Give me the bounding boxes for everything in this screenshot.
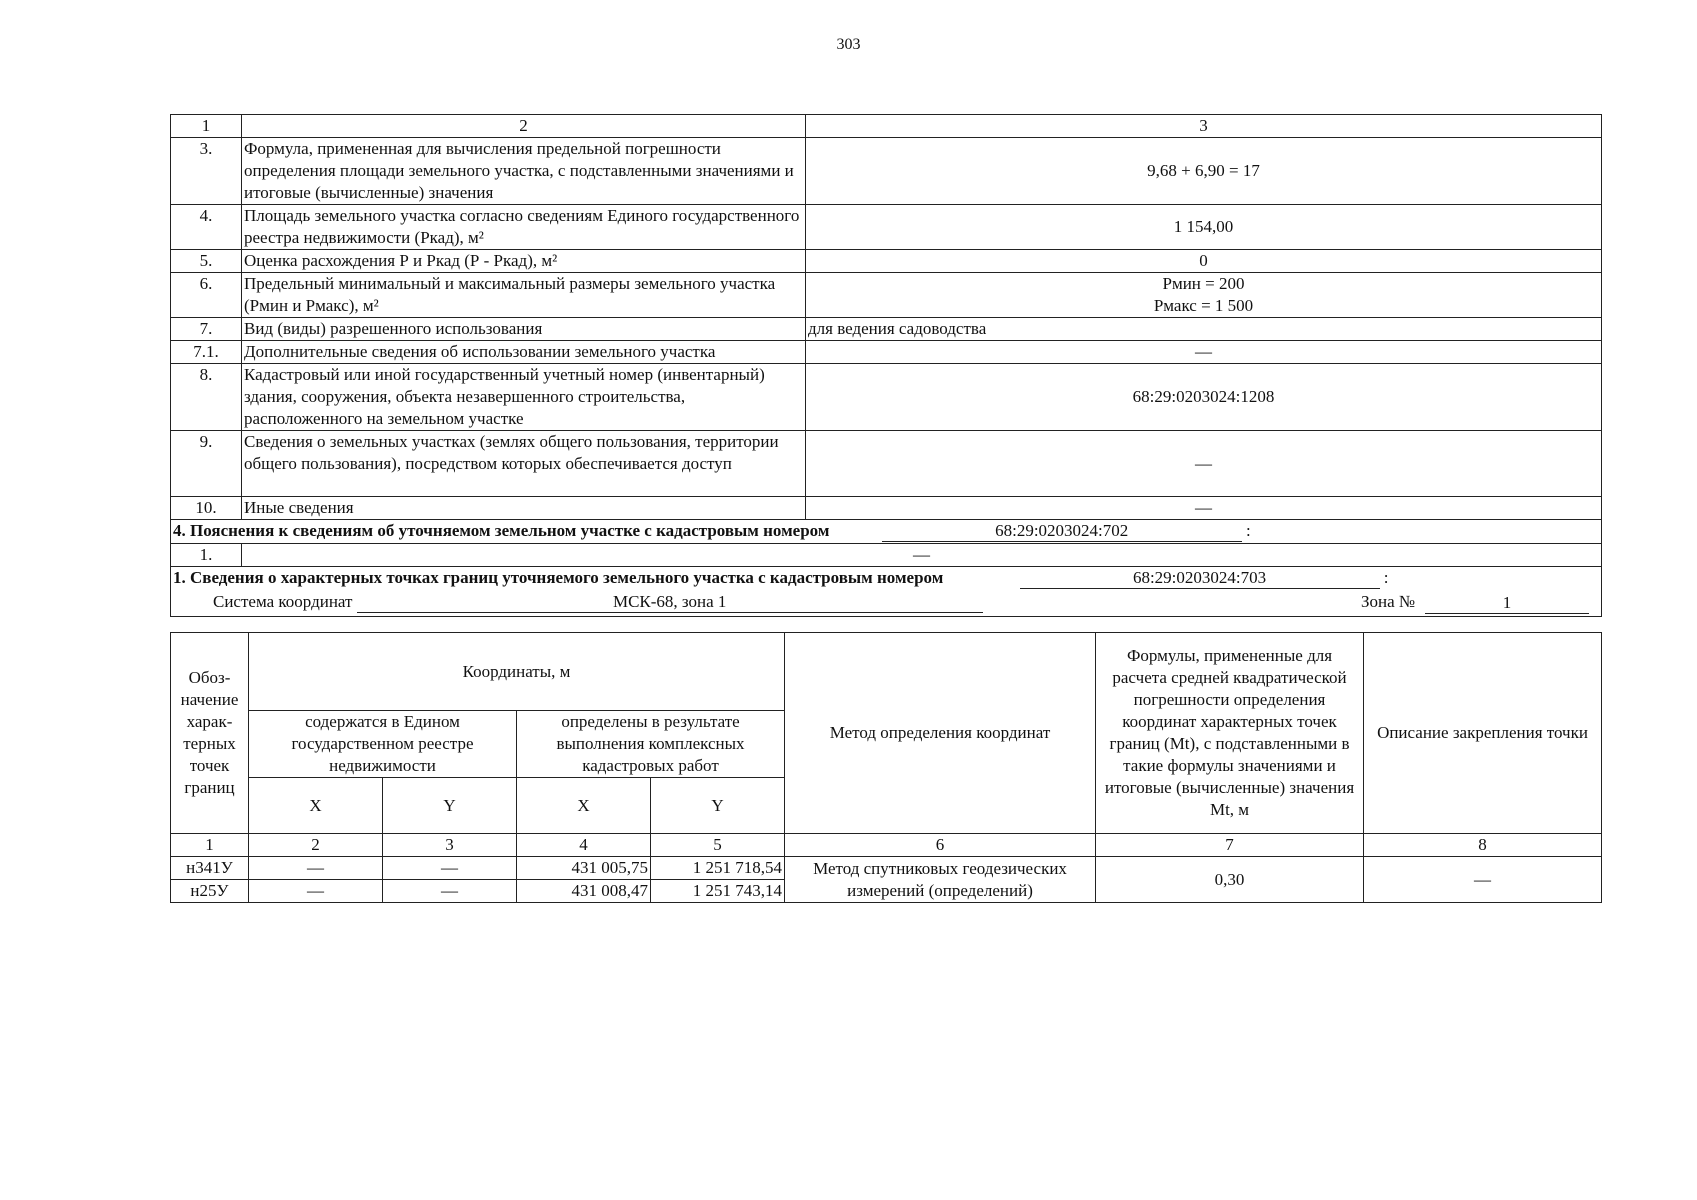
row-number: 3.	[171, 138, 242, 205]
table-row	[171, 138, 1602, 205]
section4-colon: :	[1245, 521, 1251, 540]
row-number: 6.	[171, 273, 242, 318]
row-value: 68:29:0203024:1208	[806, 364, 1602, 431]
mt-value: 0,30	[1096, 857, 1364, 903]
row-number: 7.	[171, 318, 242, 341]
section1-title-text: 1. Сведения о характерных точках границ уточняемого земельного участка с кадастровым номером	[173, 568, 944, 587]
section4-cadastral-number: 68:29:0203024:702	[882, 521, 1242, 542]
max-size-value: Рмакс = 1 500	[1153, 296, 1254, 315]
section1-title-row	[171, 567, 1602, 591]
section4-title-text: 4. Пояснения к сведениям об уточняемом земельном участке с кадастровым номером	[173, 521, 830, 540]
row-label: Формула, примененная для вычисления предельной погрешности определения площади земельного участка, с подставленными значениями и итоговые (вычисленные) значения	[242, 138, 806, 205]
row-number: 8.	[171, 364, 242, 431]
row-value: —	[242, 544, 1602, 567]
coordinate-system-value: МСК-68, зона 1	[357, 592, 983, 613]
row-label: Сведения о земельных участках (землях общего пользования, территории общего пользования), посредством которых обеспечивается доступ	[242, 431, 806, 497]
table-row	[171, 273, 1602, 318]
col-number: 1	[171, 834, 249, 857]
header-formulas: Формулы, примененные для расчета средней квадратической погрешности определения координат характерных точек границ (Mt), с подставленными в такие формулы значениями и итоговые (вычисленные) значения Mt, м	[1096, 633, 1364, 834]
min-size-value: Рмин = 200	[1162, 274, 1245, 293]
section1-title	[171, 567, 1602, 591]
row-value: —	[806, 497, 1602, 520]
x-coordinate: 431 008,47	[517, 880, 651, 903]
header-designation: Обоз-начение харак-терных точек границ	[171, 633, 249, 834]
row-label: Кадастровый или иной государственный учетный номер (инвентарный) здания, сооружения, объекта незавершенного строительства, расположенного на земельном участке	[242, 364, 806, 431]
row-number: 5.	[171, 250, 242, 273]
points-table	[170, 632, 1602, 903]
row-value	[806, 273, 1602, 318]
header-x-complex: X	[517, 778, 651, 834]
col-number: 3	[383, 834, 517, 857]
row-value: —	[806, 431, 1602, 497]
point-designation: н341У	[171, 857, 249, 880]
table-row	[171, 364, 1602, 431]
header-y-egrn: Y	[383, 778, 517, 834]
point-designation: н25У	[171, 880, 249, 903]
row-value: для ведения садоводства	[806, 318, 1602, 341]
header-y-complex: Y	[651, 778, 785, 834]
table-row	[171, 205, 1602, 250]
row-number: 7.1.	[171, 341, 242, 364]
row-number: 10.	[171, 497, 242, 520]
row-label: Иные сведения	[242, 497, 806, 520]
column-number-row	[171, 834, 1602, 857]
table-header-row	[171, 115, 1602, 138]
col-header-1: 1	[171, 115, 242, 138]
row-number: 9.	[171, 431, 242, 497]
table-row	[171, 544, 1602, 567]
row-value: 0	[806, 250, 1602, 273]
method-value: Метод спутниковых геодезических измерений (определений)	[785, 857, 1096, 903]
row-value: —	[806, 341, 1602, 364]
row-label: Предельный минимальный и максимальный размеры земельного участка (Рмин и Рмакс), м²	[242, 273, 806, 318]
section1-cadastral-number: 68:29:0203024:703	[1020, 568, 1380, 589]
page-number: 303	[836, 36, 861, 53]
parcel-info-table	[170, 114, 1602, 617]
table-row	[171, 497, 1602, 520]
zone-label: Зона №	[1361, 591, 1416, 611]
col-header-2: 2	[242, 115, 806, 138]
col-number: 4	[517, 834, 651, 857]
table-row	[171, 857, 1602, 880]
section4-title-row	[171, 520, 1602, 544]
table-row	[171, 431, 1602, 497]
header-description: Описание закрепления точки	[1364, 633, 1602, 834]
y-egrn: —	[383, 880, 517, 903]
row-label: Дополнительные сведения об использовании земельного участка	[242, 341, 806, 364]
y-coordinate: 1 251 718,54	[651, 857, 785, 880]
x-egrn: —	[249, 857, 383, 880]
header-x-egrn: X	[249, 778, 383, 834]
col-number: 8	[1364, 834, 1602, 857]
description-value: —	[1364, 857, 1602, 903]
coordinate-system	[171, 591, 1602, 617]
col-number: 7	[1096, 834, 1364, 857]
table-row	[171, 341, 1602, 364]
row-label: Оценка расхождения Р и Ркад (Р - Ркад), м²	[242, 250, 806, 273]
row-value: 9,68 + 6,90 = 17	[806, 138, 1602, 205]
zone-value: 1	[1425, 593, 1589, 614]
col-number: 6	[785, 834, 1096, 857]
header-complex: определены в результате выполнения комплексных кадастровых работ	[517, 711, 785, 778]
table-row	[171, 318, 1602, 341]
x-coordinate: 431 005,75	[517, 857, 651, 880]
row-number: 1.	[171, 544, 242, 567]
col-header-3: 3	[806, 115, 1602, 138]
y-egrn: —	[383, 857, 517, 880]
header-egrn: содержатся в Едином государственном реестре недвижимости	[249, 711, 517, 778]
section1-colon: :	[1383, 568, 1389, 587]
section4-title	[171, 520, 1602, 544]
coordinate-system-label: Система координат	[213, 591, 353, 611]
row-number: 4.	[171, 205, 242, 250]
col-number: 2	[249, 834, 383, 857]
header-method: Метод определения координат	[785, 633, 1096, 834]
header-coordinates: Координаты, м	[249, 633, 785, 711]
table-row	[171, 250, 1602, 273]
row-value: 1 154,00	[806, 205, 1602, 250]
col-number: 5	[651, 834, 785, 857]
row-label: Площадь земельного участка согласно сведениям Единого государственного реестра недвижимости (Ркад), м²	[242, 205, 806, 250]
row-label: Вид (виды) разрешенного использования	[242, 318, 806, 341]
y-coordinate: 1 251 743,14	[651, 880, 785, 903]
coordinate-system-row	[171, 591, 1602, 617]
x-egrn: —	[249, 880, 383, 903]
